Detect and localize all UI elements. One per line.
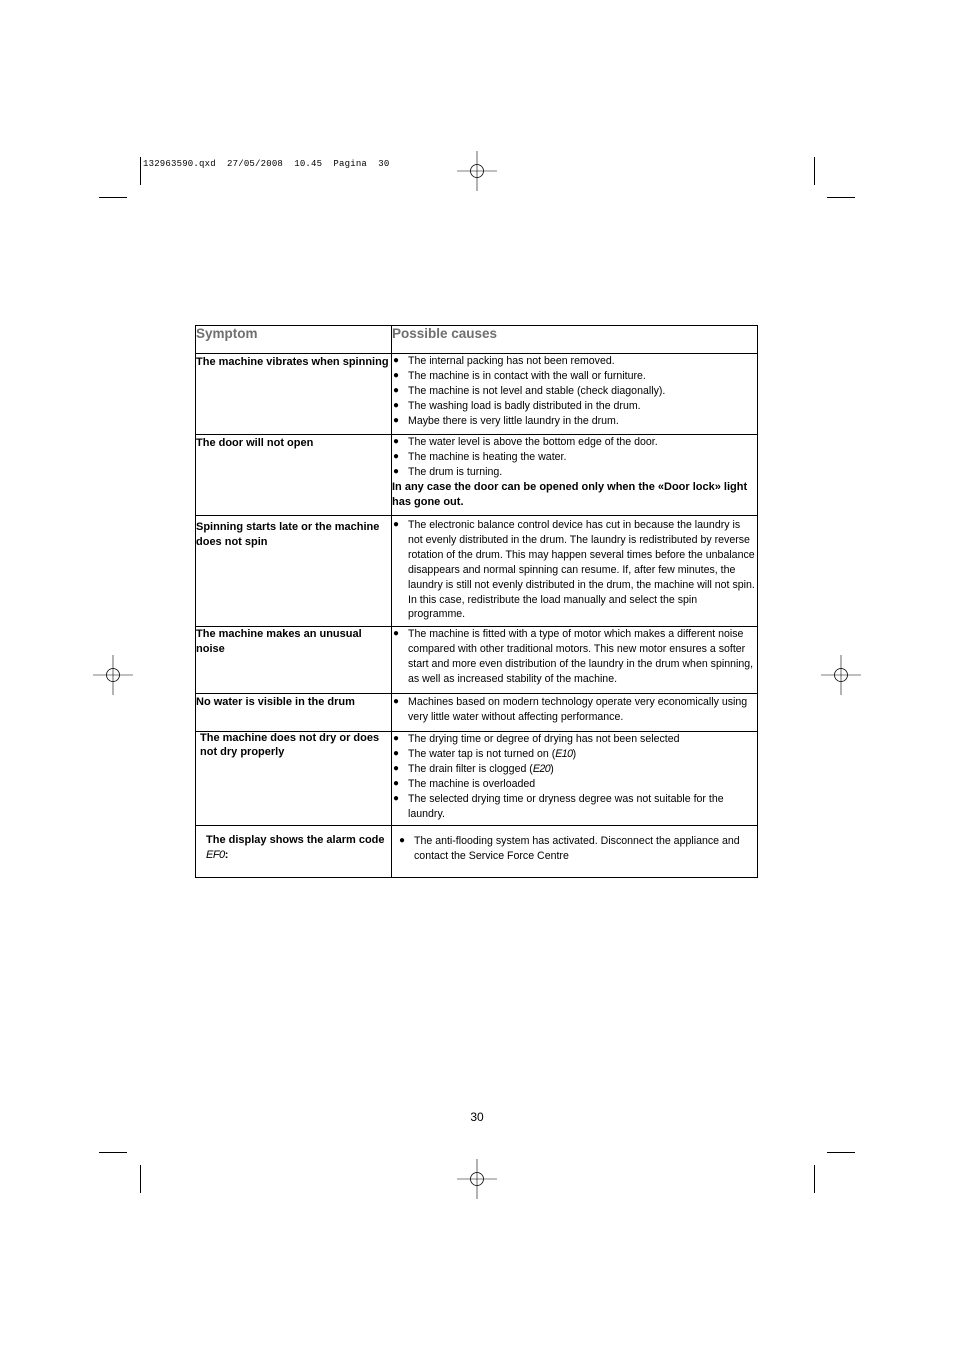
cause-item: ● The electronic balance control device has cut in because the laundry is not evenly distributed in the drum. The laundry is redistributed by reverse rotation of the drum. This may happen several times before the unbalance disappears and normal spinning can resume. If, after few minutes, the laundry is still not evenly distributed in the drum, the machine will not spin. In this case, redistribute the load manually and select the spin programme.	[393, 519, 755, 621]
cause-item: ● The machine is heating the water.	[393, 450, 567, 463]
cause-item: ● Maybe there is very little laundry in the drum.	[393, 414, 619, 427]
bullet-icon: ●	[393, 696, 400, 707]
symptom-cell: The machine makes an unusual noise	[196, 627, 392, 694]
troubleshooting-table	[195, 325, 758, 878]
registration-mark-bottom	[457, 1159, 497, 1199]
causes-cell	[392, 516, 758, 627]
cause-item: ● The drain filter is clogged (E20)	[393, 762, 554, 775]
cause-item: ● The water level is above the bottom edge of the door.	[393, 436, 658, 448]
bullet-icon: ●	[393, 414, 400, 426]
symptom-cell: No water is visible in the drum	[196, 694, 392, 732]
printer-slug: 132963590.qxd 27/05/2008 10.45 Pagina 30	[143, 159, 390, 169]
error-code-e10: E10	[555, 747, 573, 760]
table-row	[196, 826, 758, 878]
cause-item: ● The selected drying time or dryness degree was not suitable for the laundry.	[393, 792, 724, 820]
bullet-icon: ●	[393, 733, 400, 744]
bullet-icon: ●	[393, 792, 400, 804]
symptom-column-header: Symptom	[196, 326, 392, 354]
bullet-icon: ●	[393, 369, 400, 381]
bullet-icon: ●	[393, 777, 400, 789]
table-header-row	[196, 326, 758, 354]
table-row	[196, 627, 758, 694]
bullet-icon: ●	[393, 628, 400, 639]
table-row	[196, 516, 758, 627]
bullet-icon: ●	[393, 384, 400, 396]
table-row	[196, 732, 758, 826]
registration-mark-right	[821, 655, 861, 695]
error-code-ef0: EF0	[206, 848, 225, 861]
cause-item: ● The machine is overloaded	[393, 777, 536, 790]
cause-item: ● The machine is fitted with a type of motor which makes a different noise compared with other traditional motors. This new motor ensures a softer start and more even distribution of the laundry in the drum when spinning, as well as increased stability of the machine.	[393, 628, 754, 685]
causes-cell	[392, 435, 758, 516]
causes-cell	[392, 694, 758, 732]
symptom-cell: The machine vibrates when spinning	[196, 354, 392, 435]
symptom-cell: The door will not open	[196, 435, 392, 516]
door-lock-note: In any case the door can be opened only when the «Door lock» light has gone out.	[392, 480, 748, 508]
cause-item: ● The machine is in contact with the wall or furniture.	[393, 369, 646, 382]
bullet-icon: ●	[393, 355, 400, 366]
registration-mark-top	[457, 151, 497, 191]
causes-cell	[392, 732, 758, 826]
symptom-cell: The display shows the alarm code EF0:	[196, 826, 392, 878]
bullet-icon: ●	[393, 762, 400, 774]
cause-item: ● The water tap is not turned on (E10)	[393, 747, 577, 760]
cause-item: ● The drying time or degree of drying has not been selected	[393, 733, 680, 745]
cause-item: ● The washing load is badly distributed in the drum.	[393, 399, 641, 412]
page-number: 30	[470, 1110, 484, 1124]
causes-cell	[392, 627, 758, 694]
bullet-icon: ●	[399, 835, 406, 846]
bullet-icon: ●	[393, 399, 400, 411]
bullet-icon: ●	[393, 747, 400, 759]
bullet-icon: ●	[393, 436, 400, 447]
cause-item: ● The anti-flooding system has activated. Disconnect the appliance and contact the Service Force Centre	[399, 835, 740, 862]
registration-mark-left	[93, 655, 133, 695]
table-row	[196, 354, 758, 435]
bullet-icon: ●	[393, 519, 400, 530]
cause-item: ● The internal packing has not been removed.	[393, 355, 615, 367]
cause-item: ● The drum is turning.	[393, 465, 503, 478]
symptom-cell: Spinning starts late or the machine does not spin	[196, 516, 392, 627]
bullet-icon: ●	[393, 450, 400, 462]
causes-cell	[392, 826, 758, 878]
causes-cell	[392, 354, 758, 435]
error-code-e20: E20	[532, 762, 551, 775]
cause-item: ● The machine is not level and stable (check diagonally).	[393, 384, 666, 397]
table-row	[196, 694, 758, 732]
causes-column-header: Possible causes	[392, 326, 758, 354]
table-row	[196, 435, 758, 516]
symptom-cell: The machine does not dry or does not dry properly	[196, 732, 392, 826]
bullet-icon: ●	[393, 465, 400, 477]
cause-item: ● Machines based on modern technology operate very economically using very little water without affecting performance.	[393, 696, 748, 723]
